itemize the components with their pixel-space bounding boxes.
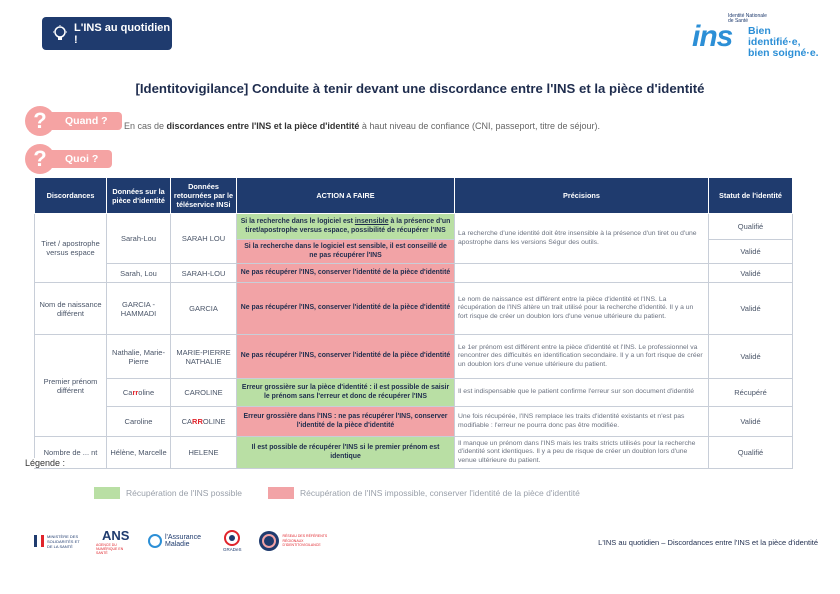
assurance-text: l'Assurance Maladie xyxy=(165,534,201,548)
intro-text xyxy=(124,121,600,131)
legend-green xyxy=(94,487,242,499)
table-row xyxy=(35,283,793,335)
legend-green-label: Récupération de l'INS possible xyxy=(126,488,242,498)
table-row xyxy=(35,437,793,469)
intro-bold: discordances entre l'INS et la pièce d'identité xyxy=(166,121,360,131)
piece-text: Ca xyxy=(122,388,133,397)
partner-logos xyxy=(34,524,335,558)
cell-action: Ne pas récupérer l'INS, conserver l'identité de la pièce d'identité xyxy=(237,335,455,379)
table-row xyxy=(35,335,793,379)
group-nombre: Nombre de ... nt xyxy=(35,437,107,469)
action-text: Si la recherche dans le logiciel est xyxy=(240,217,355,225)
table-row xyxy=(35,214,793,240)
cell-piece xyxy=(107,379,171,407)
table-header-row xyxy=(35,178,793,214)
table-row xyxy=(35,264,793,283)
red-swatch xyxy=(268,487,294,499)
cell-statut: Validé xyxy=(709,407,793,437)
cell-statut: Validé xyxy=(709,283,793,335)
reseau-icon xyxy=(258,530,280,552)
header-discordances: Discordances xyxy=(35,178,107,214)
ins-logo-tagline xyxy=(748,26,822,59)
cell-piece: Nathalie, Marie-Pierre xyxy=(107,335,171,379)
page-title: [Identitovigilance] Conduite à tenir devant une discordance entre l'INS et la pièce d'identité xyxy=(135,81,705,96)
tagline-line-1: Bien identifié·e, xyxy=(748,25,801,48)
action-underlined: insensible xyxy=(354,217,389,225)
grades-icon xyxy=(224,530,240,546)
cell-statut: Validé xyxy=(709,264,793,283)
ins-logo-mini: Identité Nationale de Santé xyxy=(728,13,767,24)
green-swatch xyxy=(94,487,120,499)
quoi-pill xyxy=(25,148,112,170)
cell-precision: Il est indispensable que le patient confirme l'erreur sur son document d'identité xyxy=(455,379,709,407)
assurance-maladie-icon xyxy=(148,534,162,548)
cell-insi xyxy=(171,407,237,437)
cell-action: Erreur grossière sur la pièce d'identité : il est possible de saisir le prénom sans l'erreur et donc de récupérer l'INS xyxy=(237,379,455,407)
table-row xyxy=(35,407,793,437)
cell-precision: Le 1er prénom est différent entre la pièce d'identité et l'INS. Le professionnel va rencontrer des difficultés en identification secondaire. Il y a un fort risque de créer un doublon lors d'une venue ultérieure du patient. xyxy=(455,335,709,379)
ans-logo xyxy=(96,528,132,555)
cell-action: Il est possible de récupérer l'INS si le premier prénom est identique xyxy=(237,437,455,469)
quand-pill xyxy=(25,110,122,132)
cell-action xyxy=(237,214,455,240)
error-letters: rr xyxy=(132,388,139,397)
ins-logo-word: ins xyxy=(692,20,733,53)
legend-red xyxy=(268,487,580,499)
cell-statut: Validé xyxy=(709,335,793,379)
footer-text: L'INS au quotidien – Discordances entre l'INS et la pièce d'identité xyxy=(598,538,818,547)
reseau-text: RÉSEAU DES RÉFÉRENTS RÉGIONAUX D'IDENTITOVIGILANCE xyxy=(282,534,328,548)
header-precisions: Précisions xyxy=(455,178,709,214)
cell-piece: Caroline xyxy=(107,407,171,437)
cell-action: Ne pas récupérer l'INS, conserver l'identité de la pièce d'identité xyxy=(237,283,455,335)
intro-part2: à haut niveau de confiance (CNI, passeport, titre de séjour). xyxy=(359,121,601,131)
ins-logo xyxy=(692,13,822,59)
cell-action: Erreur grossière dans l'INS : ne pas récupérer l'INS, conserver l'identité de la pièce d'identité xyxy=(237,407,455,437)
legend-red-label: Récupération de l'INS impossible, conserver l'identité de la pièce d'identité xyxy=(300,488,580,498)
cell-precision: Il manque un prénom dans l'INS mais les traits stricts utilisés pour la recherche d'identité sont identiques. Il y a peu de risque de créer un doublon lors d'une venue ultérieure du patient. xyxy=(455,437,709,469)
question-mark-icon: ? xyxy=(25,144,55,174)
table-row xyxy=(35,379,793,407)
marianne-icon xyxy=(34,535,44,547)
ministere-logo xyxy=(34,534,80,549)
grades-text: GRADeS xyxy=(223,546,242,552)
cell-precision: Une fois récupérée, l'INS remplace les traits d'identité existants et n'est pas modifiable : l'erreur ne pourra donc pas être modifiée. xyxy=(455,407,709,437)
ins-au-quotidien-badge xyxy=(42,17,172,50)
cell-statut: Validé xyxy=(709,240,793,264)
insi-text: CA xyxy=(181,417,193,426)
quand-label: Quand ? xyxy=(43,112,122,130)
cell-piece: Sarah-Lou xyxy=(107,214,171,264)
grades-logo xyxy=(223,530,242,553)
cell-piece: GARCIA - HAMMADI xyxy=(107,283,171,335)
cell-insi: MARIE-PIERRE NATHALIE xyxy=(171,335,237,379)
legend-label: Légende : xyxy=(22,458,68,468)
group-prenom: Premier prénom différent xyxy=(35,335,107,437)
ans-icon xyxy=(102,527,130,543)
cell-action: Ne pas récupérer l'INS, conserver l'identité de la pièce d'identité xyxy=(237,264,455,283)
cell-insi: GARCIA xyxy=(171,283,237,335)
cell-precision xyxy=(455,264,709,283)
intro-part1: En cas de xyxy=(124,121,167,131)
group-tiret: Tiret / apostrophe versus espace xyxy=(35,214,107,283)
assurance-maladie-logo xyxy=(148,534,207,548)
cell-piece: Sarah, Lou xyxy=(107,264,171,283)
tagline-line-2: bien soigné·e. xyxy=(748,47,819,59)
discordance-table xyxy=(34,177,793,469)
cell-statut: Qualifié xyxy=(709,437,793,469)
ans-text: AGENCE DU NUMÉRIQUE EN SANTÉ xyxy=(96,542,124,555)
cell-statut: Qualifié xyxy=(709,214,793,240)
action-text: à la présence d'un tiret/apostrophe versus espace, possibilité de récupérer l'INS xyxy=(245,217,451,234)
header-statut: Statut de l'identité xyxy=(709,178,793,214)
question-mark-icon: ? xyxy=(25,106,55,136)
lightbulb-icon xyxy=(52,25,68,43)
cell-insi: HELENE xyxy=(171,437,237,469)
cell-piece: Hélène, Marcelle xyxy=(107,437,171,469)
cell-precision: Le nom de naissance est différent entre la pièce d'identité et l'INS. La récupération de l'INS altère un trait utilisé pour la recherche d'identité. Il y a un fort risque de créer un doublon lors d'une venue ultérieure du patient. xyxy=(455,283,709,335)
header-piece: Données sur la pièce d'identité xyxy=(107,178,171,214)
group-naissance: Nom de naissance différent xyxy=(35,283,107,335)
header-action: ACTION A FAIRE xyxy=(237,178,455,214)
badge-label: L'INS au quotidien ! xyxy=(74,21,171,46)
reseau-logo xyxy=(258,530,335,552)
svg-text:ANS: ANS xyxy=(102,527,130,543)
ministere-text: MINISTÈRE DES SOLIDARITÉS ET DE LA SANTÉ xyxy=(47,533,80,549)
cell-insi: SARAH LOU xyxy=(171,214,237,264)
cell-statut: Récupéré xyxy=(709,379,793,407)
piece-text: oline xyxy=(138,388,155,397)
cell-action: Si la recherche dans le logiciel est sensible, il est conseillé de ne pas récupérer l'INS xyxy=(237,240,455,264)
cell-insi: SARAH-LOU xyxy=(171,264,237,283)
quoi-label: Quoi ? xyxy=(43,150,112,168)
insi-text: OLINE xyxy=(202,417,226,426)
error-letters: RR xyxy=(192,417,203,426)
header-insi: Données retournées par le téléservice INSi xyxy=(171,178,237,214)
cell-precision: La recherche d'une identité doit être insensible à la présence d'un tiret ou d'une apostrophe dans les versions Ségur des outils. xyxy=(455,214,709,264)
cell-insi: CAROLINE xyxy=(171,379,237,407)
